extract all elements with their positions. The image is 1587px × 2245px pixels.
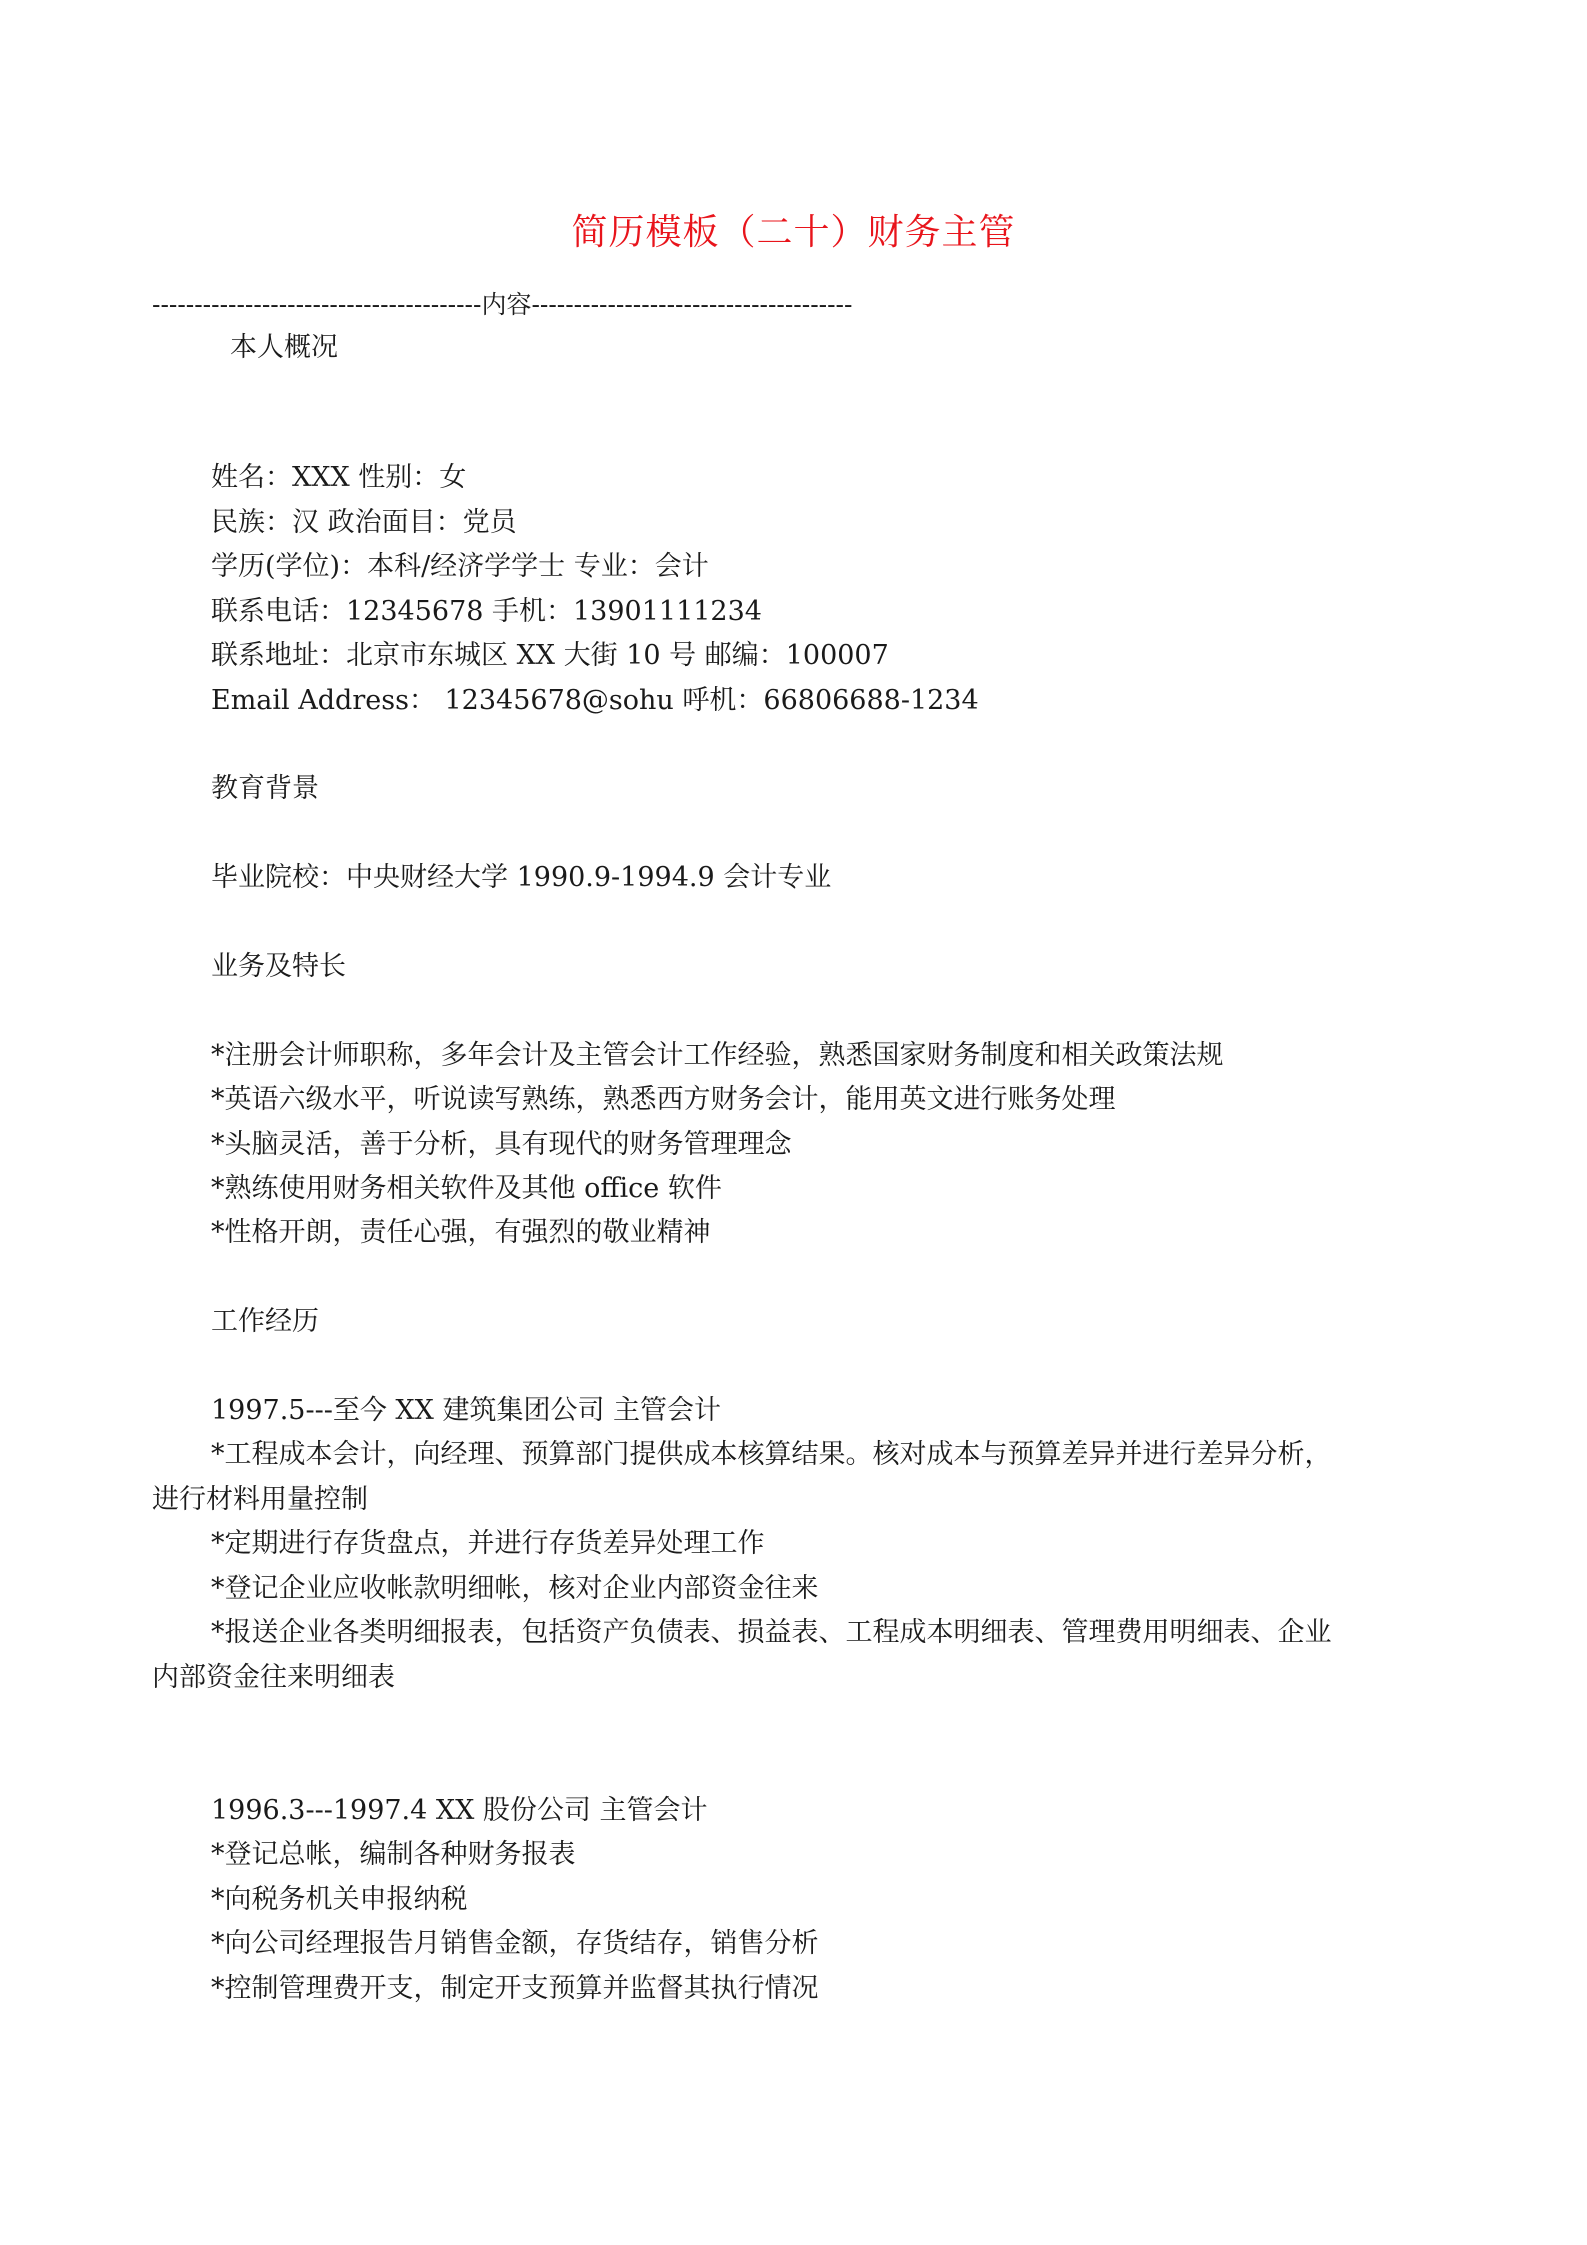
job-duty-line: *工程成本会计，向经理、预算部门提供成本核算结果。核对成本与预算差异并进行差异分析， (211, 1439, 1332, 1470)
job-duty-line: *向税务机关申报纳税 (211, 1884, 468, 1915)
overview-line-degree: 学历(学位)：本科/经济学学士 专业：会计 (211, 551, 709, 582)
overview-line-address: 联系地址：北京市东城区 XX 大街 10 号 邮编：100007 (211, 640, 889, 671)
job-duty-line: *向公司经理报告月销售金额，存货结存，销售分析 (211, 1928, 819, 1959)
job-header: 1996.3---1997.4 XX 股份公司 主管会计 (211, 1795, 708, 1826)
job-duty-line: *登记总帐，编制各种财务报表 (211, 1839, 576, 1870)
section-heading-work: 工作经历 (211, 1306, 319, 1337)
skills-line: *熟练使用财务相关软件及其他 office 软件 (211, 1173, 722, 1204)
overview-line-email: Email Address： 12345678@sohu 呼机：66806688-1234 (211, 685, 979, 716)
page-title: 简历模板（二十）财务主管 (571, 212, 1016, 253)
job-header: 1997.5---至今 XX 建筑集团公司 主管会计 (211, 1395, 722, 1426)
skills-line: *注册会计师职称，多年会计及主管会计工作经验，熟悉国家财务制度和相关政策法规 (211, 1040, 1224, 1071)
education-line: 毕业院校：中央财经大学 1990.9-1994.9 会计专业 (211, 862, 832, 893)
section-heading-education: 教育背景 (211, 773, 319, 804)
skills-line: *英语六级水平，听说读写熟练，熟悉西方财务会计，能用英文进行账务处理 (211, 1084, 1116, 1115)
section-heading-overview: 本人概况 (230, 332, 338, 363)
overview-line-ethnicity: 民族：汉 政治面目：党员 (211, 507, 517, 538)
skills-line: *头脑灵活，善于分析，具有现代的财务管理理念 (211, 1129, 792, 1160)
job-duty-line-continued: 内部资金往来明细表 (152, 1662, 395, 1693)
overview-line-name: 姓名：XXX 性别：女 (211, 462, 467, 493)
content-divider: ---------------------------------------内容-------------------------------------- (152, 290, 853, 319)
job-duty-line: *控制管理费开支，制定开支预算并监督其执行情况 (211, 1973, 819, 2004)
job-duty-line: *登记企业应收帐款明细帐，核对企业内部资金往来 (211, 1573, 819, 1604)
overview-line-phone: 联系电话：12345678 手机：13901111234 (211, 596, 762, 627)
job-duty-line: *定期进行存货盘点，并进行存货差异处理工作 (211, 1528, 765, 1559)
skills-line: *性格开朗，责任心强，有强烈的敬业精神 (211, 1217, 711, 1248)
job-duty-line-continued: 进行材料用量控制 (152, 1484, 368, 1515)
section-heading-skills: 业务及特长 (211, 951, 346, 982)
job-duty-line: *报送企业各类明细报表，包括资产负债表、损益表、工程成本明细表、管理费用明细表、企业 (211, 1617, 1332, 1648)
